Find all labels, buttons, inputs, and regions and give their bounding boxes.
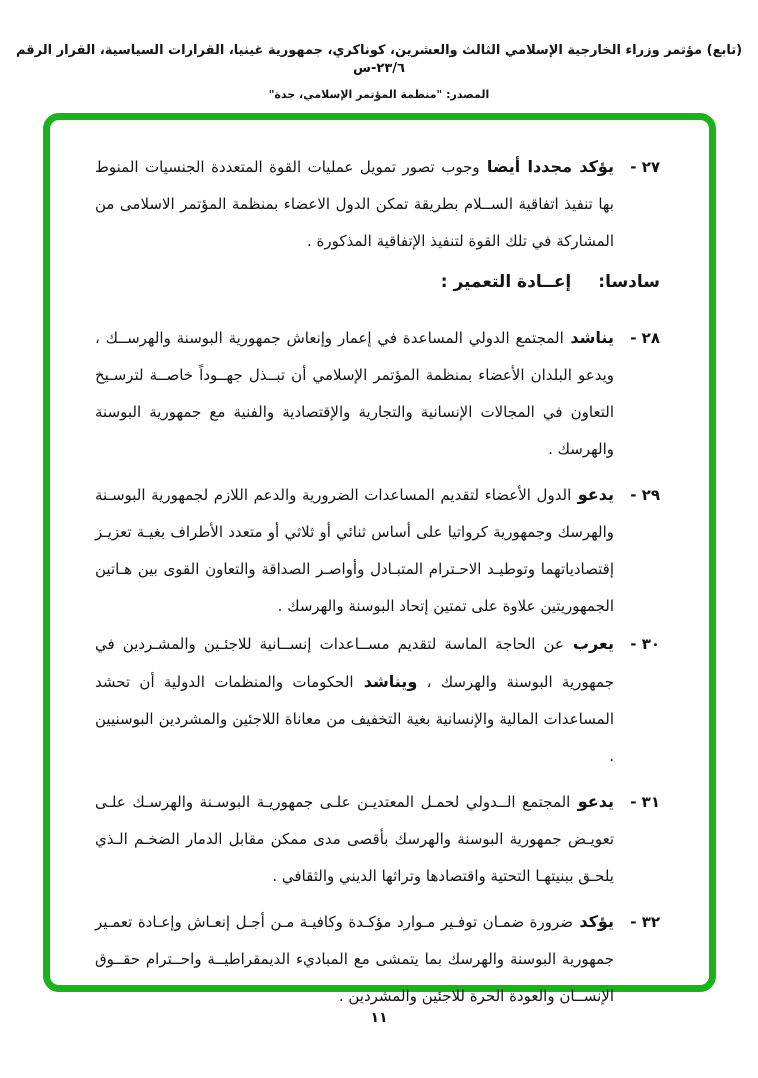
paragraph-text: المجتمع الــدولي لحمـل المعتديـن علـى جمهوريـة البوسـنة والهرسـك علـى تعويـض جمهورية البوسنة والهرسك بأقصى مدى ممكن مقابل الدمار الضخـم الـذي يلحـق ببنيتهـا التحتية واقتصادها وتراثها الديني والثقافي . [95,793,614,885]
paragraph-number: ٣٠ - [630,635,660,653]
paragraph-keyword: يناشد [563,328,614,347]
document-header [0,42,758,102]
resolution-paragraph-30 [95,625,660,775]
paragraph-text: وجوب تصور تمويل عمليات القوة المتعددة الجنسيات المنوط بها تنفيذ اتفاقية الســلام بطريقة تمكن الدول الاعضاء بمنظمة المؤتمر الاسلامى من المشاركة في تلك القوة لتنفيذ الإتفاقية المذكورة . [95,158,614,250]
paragraph-keyword: يؤكد [572,912,614,931]
section-heading-label: سادسا: [598,272,660,292]
paragraph-number: ٢٩ - [630,486,660,504]
paragraph-keyword: يؤكد مجددا أيضا [479,157,614,176]
paragraph-keyword: يدعو [571,485,614,504]
paragraph-text: عن الحاجة الماسة لتقديم مســاعدات إنســانية للاجئـين والمشـردين في جمهورية البوسنة والهرسك ، [95,635,615,691]
header-title-line: (تابع) مؤتمر وزراء الخارجية الإسلامي الثالث والعشرين، كوناكري، جمهورية غينيا، القرارات السياسية، القرار الرقم ٢٣/٦-س [15,43,743,76]
paragraph-text: الدول الأعضاء لتقديم المساعدات الضرورية والدعم اللازم لجمهورية البوسـنة والهرسك وجمهورية كرواتيا على أساس ثنائي أو ثلاثي أو متعدد الأطراف بغيـة تعزيـز إقتصادياتهما وتوطيـد الاحـترام المتبـادل وأواصـر الصداقة والتعاون القوى بين هـاتين الجمهوريتين علاوة على تمتين إتحاد البوسنة والهرسك . [95,486,614,615]
green-border-frame [43,113,716,1005]
paragraph-text: المجتمع الدولي المساعدة في إعمار وإنعاش جمهورية البوسنة والهرســك ، ويدعو البلدان الأعضاء بمنظمة المؤتمر الإسلامي أن تبــذل جهــوداً خاصــة لترسـيخ التعاون في المجالات الإنسانية والتجارية والإقتصادية والفنية مع جمهورية البوسنة والهرسك . [95,329,614,458]
paragraph-body [95,913,614,1005]
paragraph-body [95,329,614,458]
paragraph-keyword: ويناشد [353,672,418,691]
resolution-body [50,120,709,1005]
resolution-paragraph-31 [95,783,660,895]
paragraph-body [95,486,614,615]
paragraph-number: ٢٨ - [630,329,660,347]
paragraph-keyword: يدعو [570,792,614,811]
paragraph-number: ٢٧ - [630,158,660,176]
paragraph-body [95,793,614,885]
page-number: ١١ [370,1010,388,1026]
paragraph-keyword: يعرب [563,634,614,653]
header-source-line: المصدر: "منظمة المؤتمر الإسلامي، جدة" [268,88,490,101]
paragraph-body [95,635,614,765]
resolution-paragraph-27 [95,148,660,260]
resolution-paragraph-32 [95,903,660,1015]
paragraph-body [95,158,614,250]
resolution-paragraph-28 [95,319,660,468]
paragraph-text: الحكومات والمنظمات الدولية أن تحشد المساعدات المالية والإنسانية بغية التخفيف من معاناة اللاجئين والمشردين البوسنيين . [95,673,614,765]
section-heading-title: إعــادة التعمير : [440,272,572,292]
paragraph-text: ضرورة ضمـان توفـير مـوارد مؤكـدة وكافيـة مـن أجـل إنعـاش وإعـادة تعمـير جمهورية البوسنة والهرسك بما يتمشى مع المباديء الديمقراطيــة واحــترام حقــوق الإنســان والعودة الحرة للاجئين والمشردين . [95,913,614,1005]
paragraph-number: ٣٢ - [630,913,660,931]
resolution-paragraph-29 [95,476,660,625]
paragraph-number: ٣١ - [630,793,660,811]
section-heading [95,267,660,297]
